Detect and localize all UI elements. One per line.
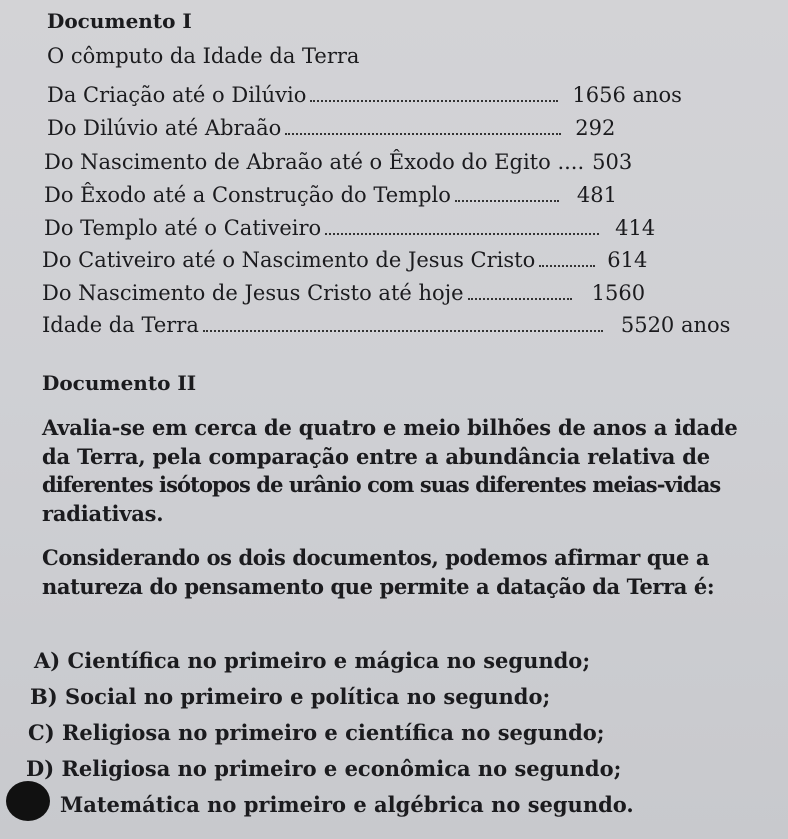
option-text: Religiosa no primeiro e econômica no segundo;	[61, 756, 622, 781]
option-letter: B)	[30, 684, 58, 709]
doc2-heading: Documento II	[42, 371, 197, 395]
row-value: 481	[576, 183, 617, 207]
doc1-row	[44, 218, 655, 239]
option-d[interactable]	[26, 758, 621, 779]
row-value: 614	[607, 248, 648, 272]
row-label: Do Cativeiro até o Nascimento de Jesus Cristo	[42, 248, 536, 272]
doc1-row	[47, 85, 682, 106]
doc2-line: Avalia-se em cerca de quatro e meio bilhões de anos a idade	[42, 415, 738, 440]
option-letter: C)	[28, 720, 55, 745]
option-e[interactable]	[60, 794, 634, 815]
doc1-heading: Documento I	[47, 9, 192, 33]
leader-dots	[285, 133, 561, 135]
doc1-row	[44, 152, 632, 173]
leader-dots	[325, 233, 599, 235]
leader-dots	[455, 200, 559, 202]
filled-answer-bubble	[6, 781, 50, 821]
doc1-row	[47, 118, 615, 139]
row-value: 1560	[591, 281, 646, 305]
question-text	[42, 544, 772, 601]
leader-dots	[310, 100, 558, 102]
option-letter: A)	[34, 648, 61, 673]
option-b[interactable]	[30, 686, 550, 707]
doc2-text	[42, 414, 772, 528]
option-c[interactable]	[28, 722, 605, 743]
option-text: Religiosa no primeiro e científica no segundo;	[61, 720, 605, 745]
row-label: Do Nascimento de Jesus Cristo até hoje	[42, 281, 464, 305]
row-label: Idade da Terra	[42, 313, 199, 337]
row-label: Da Criação até o Dilúvio	[47, 83, 307, 107]
row-label: Do Templo até o Cativeiro	[44, 216, 322, 240]
option-text: Científica no primeiro e mágica no segundo;	[67, 648, 591, 673]
option-text: Matemática no primeiro e algébrica no segundo.	[60, 792, 634, 817]
question-line: Considerando os dois documentos, podemos afirmar que a	[42, 545, 710, 570]
question-line: natureza do pensamento que permite a datação da Terra é:	[42, 573, 715, 599]
doc2-line: diferentes isótopos de urânio com suas diferentes meias-vidas	[42, 472, 721, 498]
doc1-row	[44, 185, 617, 206]
leader-dots	[539, 265, 595, 267]
row-value: 1656 anos	[572, 83, 682, 107]
row-label: Do Nascimento de Abraão até o Êxodo do Egito ....	[44, 150, 585, 174]
option-letter: D)	[26, 756, 55, 781]
doc2-line: radiativas.	[42, 500, 164, 526]
row-value: 414	[615, 216, 656, 240]
doc1-row	[42, 283, 645, 304]
option-a[interactable]	[34, 650, 590, 671]
doc1-title: O cômputo da Idade da Terra	[47, 44, 360, 68]
row-value: 292	[575, 116, 616, 140]
row-label: Do Êxodo até a Construção do Templo	[44, 183, 451, 207]
doc2-line: da Terra, pela comparação entre a abundância relativa de	[42, 443, 710, 469]
doc1-row	[42, 250, 647, 271]
row-value: 503	[592, 150, 633, 174]
row-value: 5520 anos	[620, 313, 731, 337]
leader-dots	[203, 330, 603, 332]
row-label: Do Dilúvio até Abraão	[47, 116, 282, 140]
option-text: Social no primeiro e política no segundo;	[65, 684, 551, 709]
leader-dots	[468, 298, 572, 300]
doc1-row	[42, 315, 730, 336]
